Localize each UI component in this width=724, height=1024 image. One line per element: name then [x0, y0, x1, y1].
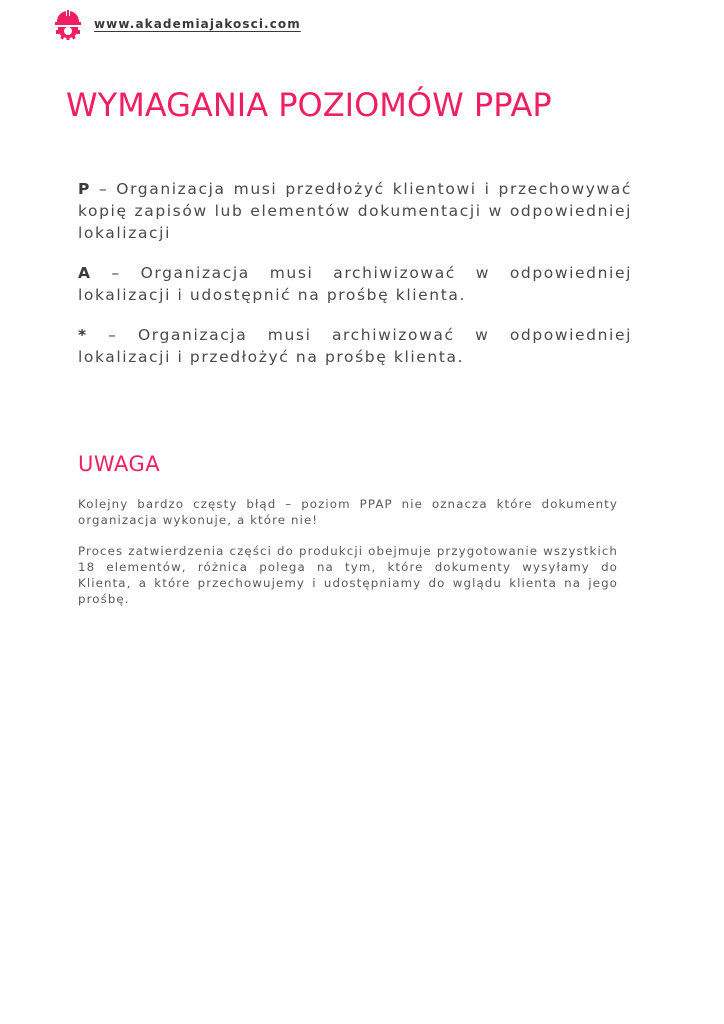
definition-text: – Organizacja musi archiwizować w odpowiedniej lokalizacji i udostępnić na prośbę klienta. — [78, 264, 632, 304]
note-body — [78, 496, 618, 622]
level-definitions — [78, 178, 632, 386]
definition-code: P — [78, 180, 91, 198]
definition-a — [78, 262, 632, 306]
definition-code: A — [78, 264, 92, 282]
definition-text: – Organizacja musi przedłożyć klientowi i przechowywać kopię zapisów lub elementów dokumentacji w odpowiedniej lokalizacji — [78, 180, 632, 242]
definition-p — [78, 178, 632, 244]
site-url-link[interactable]: www.akademiajakosci.com — [94, 17, 301, 31]
definition-text: – Organizacja musi archiwizować w odpowiedniej lokalizacji i przedłożyć na prośbę klienta. — [78, 326, 632, 366]
page-title: WYMAGANIA POZIOMÓW PPAP — [66, 86, 552, 124]
note-heading: UWAGA — [78, 452, 161, 476]
helmet-gear-icon — [52, 8, 84, 40]
definition-code: * — [78, 326, 88, 344]
page-header — [52, 6, 301, 42]
definition-asterisk — [78, 324, 632, 368]
note-paragraph: Kolejny bardzo częsty błąd – poziom PPAP nie oznacza które dokumenty organizacja wykonuje, a które nie! — [78, 497, 618, 527]
note-paragraph: Proces zatwierdzenia części do produkcji obejmuje przygotowanie wszystkich 18 elementów, różnica polega na tym, które dokumenty wysyłamy do Klienta, a które przechowujemy i udostępniamy do wglądu klienta na jego prośbę. — [78, 544, 618, 606]
